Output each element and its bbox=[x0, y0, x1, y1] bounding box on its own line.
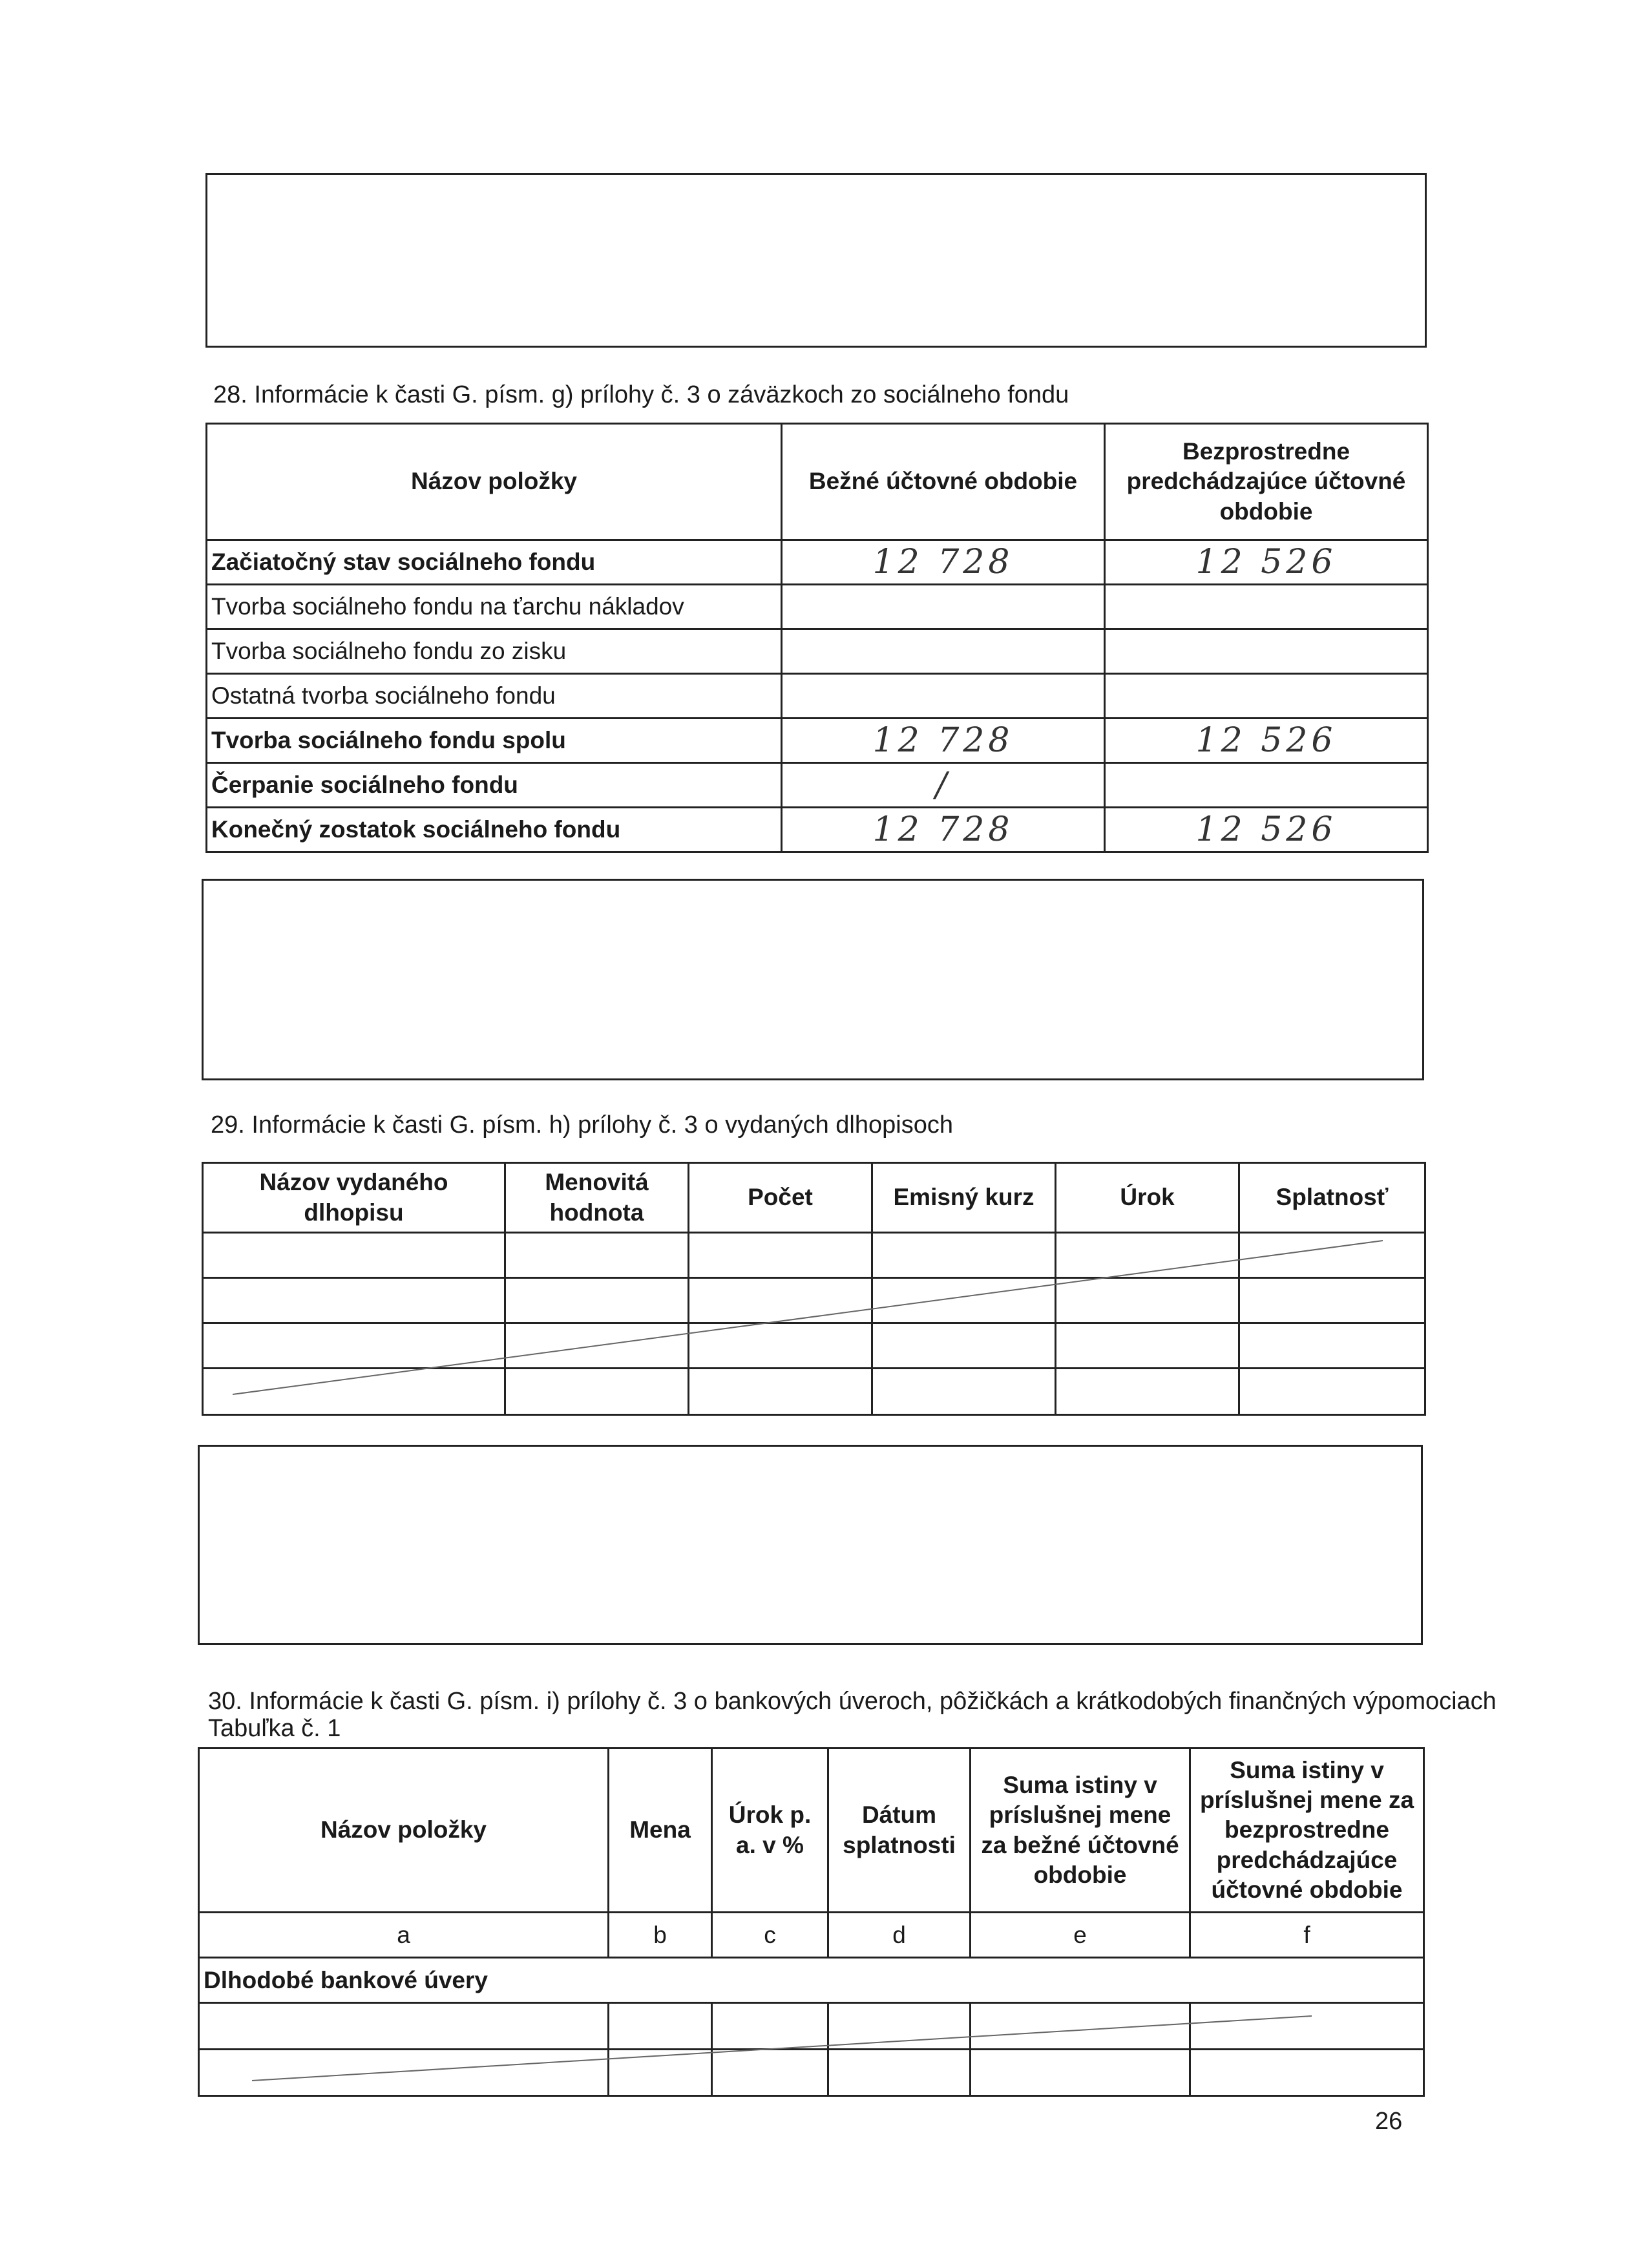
header-count: Počet bbox=[689, 1163, 872, 1233]
bank-loans-table bbox=[198, 1747, 1425, 2097]
row-label: Tvorba sociálneho fondu na ťarchu nákladov bbox=[207, 585, 782, 629]
header-issue-rate: Emisný kurz bbox=[872, 1163, 1056, 1233]
bonds-table bbox=[202, 1162, 1426, 1416]
cell-previous: 12 526 bbox=[1105, 808, 1428, 852]
table-row bbox=[203, 1369, 1425, 1415]
cell-previous: 12 526 bbox=[1105, 540, 1428, 585]
cell-previous bbox=[1105, 763, 1428, 808]
column-letter: f bbox=[1190, 1913, 1424, 1958]
cell-previous bbox=[1105, 585, 1428, 629]
header-item-name: Názov položky bbox=[199, 1748, 609, 1913]
section-28-caption: 28. Informácie k časti G. písm. g) prílohy č. 3 o záväzkoch zo sociálneho fondu bbox=[213, 381, 1069, 408]
cell-current bbox=[782, 629, 1105, 674]
header-previous-period: Bezprostredne predchádzajúce účtovné obdobie bbox=[1105, 424, 1428, 540]
section-30-caption: 30. Informácie k časti G. písm. i) prílohy č. 3 o bankových úveroch, pôžičkách a krátkodobých finančných výpomociach bbox=[208, 1688, 1497, 1715]
column-letter: c bbox=[712, 1913, 828, 1958]
header-item-name: Názov položky bbox=[207, 424, 782, 540]
column-letter: b bbox=[609, 1913, 712, 1958]
table-row bbox=[199, 2050, 1424, 2096]
table-row bbox=[199, 2003, 1424, 2050]
cell-current: 12 728 bbox=[782, 808, 1105, 852]
row-label-long-term-loans: Dlhodobé bankové úvery bbox=[199, 1958, 1424, 2003]
table-row bbox=[203, 1323, 1425, 1369]
cell-current bbox=[782, 674, 1105, 719]
row-label: Začiatočný stav sociálneho fondu bbox=[207, 540, 782, 585]
header-nominal-value: Menovitá hodnota bbox=[505, 1163, 689, 1233]
cell-current: 12 728 bbox=[782, 719, 1105, 763]
cell-current: / bbox=[782, 763, 1105, 808]
cell-current bbox=[782, 585, 1105, 629]
table-row bbox=[203, 1278, 1425, 1323]
row-label: Tvorba sociálneho fondu zo zisku bbox=[207, 629, 782, 674]
empty-box-top bbox=[205, 173, 1427, 348]
column-letter: a bbox=[199, 1913, 609, 1958]
header-interest-rate: Úrok p. a. v % bbox=[712, 1748, 828, 1913]
header-interest: Úrok bbox=[1056, 1163, 1239, 1233]
page-number: 26 bbox=[1375, 2108, 1403, 2135]
empty-box-lower bbox=[198, 1445, 1423, 1645]
cell-previous bbox=[1105, 674, 1428, 719]
cell-previous: 12 526 bbox=[1105, 719, 1428, 763]
row-label: Konečný zostatok sociálneho fondu bbox=[207, 808, 782, 852]
cell-current: 12 728 bbox=[782, 540, 1105, 585]
empty-box-middle bbox=[202, 879, 1424, 1080]
column-letter: d bbox=[828, 1913, 971, 1958]
header-principal-previous: Suma istiny v príslušnej mene za bezprostredne predchádzajúce účtovné obdobie bbox=[1190, 1748, 1424, 1913]
row-label: Ostatná tvorba sociálneho fondu bbox=[207, 674, 782, 719]
header-bond-name: Názov vydaného dlhopisu bbox=[203, 1163, 505, 1233]
row-label: Čerpanie sociálneho fondu bbox=[207, 763, 782, 808]
header-currency: Mena bbox=[609, 1748, 712, 1913]
table-row bbox=[203, 1233, 1425, 1278]
header-due-date: Dátum splatnosti bbox=[828, 1748, 971, 1913]
header-principal-current: Suma istiny v príslušnej mene za bežné účtovné obdobie bbox=[971, 1748, 1190, 1913]
column-letter: e bbox=[971, 1913, 1190, 1958]
section-30-subcaption: Tabuľka č. 1 bbox=[208, 1715, 341, 1742]
social-fund-table bbox=[205, 423, 1429, 853]
header-maturity: Splatnosť bbox=[1239, 1163, 1425, 1233]
section-29-caption: 29. Informácie k časti G. písm. h) prílohy č. 3 o vydaných dlhopisoch bbox=[211, 1111, 953, 1139]
row-label: Tvorba sociálneho fondu spolu bbox=[207, 719, 782, 763]
header-current-period: Bežné účtovné obdobie bbox=[782, 424, 1105, 540]
cell-previous bbox=[1105, 629, 1428, 674]
